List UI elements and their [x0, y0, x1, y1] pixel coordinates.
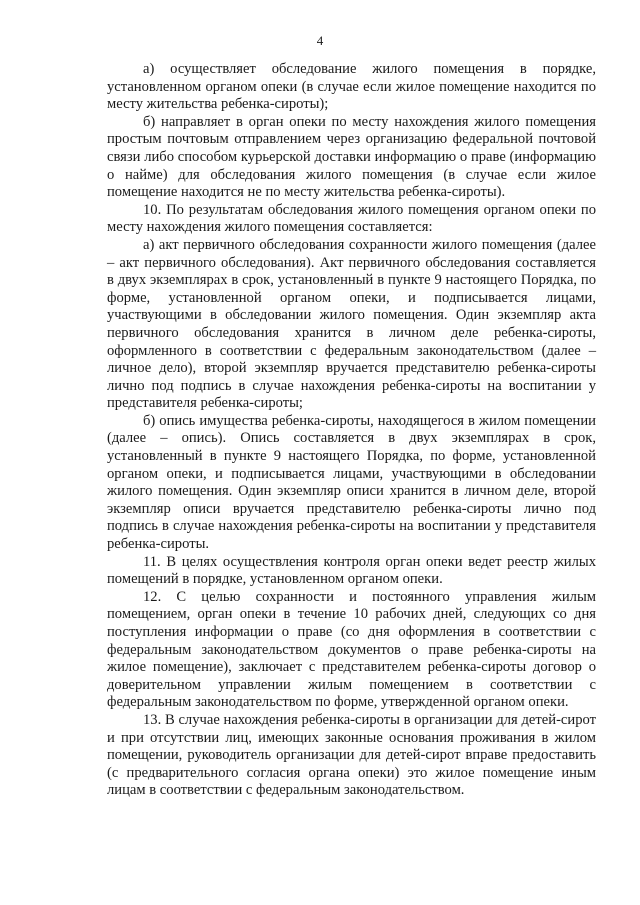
- paragraph-13: 13. В случае нахождения ребенка-сироты в организации для детей-сирот и при отсутствии лиц, имеющих законные основания проживания в жилом помещении, руководитель организации для детей-сирот вправе предоставить (с предварительного согласия органа опеки) это жилое помещение иным лицам в соответствии с федеральным законодательством.: [107, 711, 596, 799]
- paragraph-11: 11. В целях осуществления контроля орган опеки ведет реестр жилых помещений в порядке, установленном органом опеки.: [107, 553, 596, 588]
- paragraph-9b: б) направляет в орган опеки по месту нахождения жилого помещения простым почтовым отправлением через организацию федеральной почтовой связи либо способом курьерской доставки информацию о праве (информацию о найме) для обследования жилого помещения (в случае если жилое помещение находится не по месту жительства ребенка-сироты).: [107, 113, 596, 201]
- paragraph-12: 12. С целью сохранности и постоянного управления жилым помещением, орган опеки в течение 10 рабочих дней, следующих со дня поступления информации о праве (со дня оформления в соответствии с федеральным законодательством документов о праве ребенка-сироты на жилое помещение), заключает с представителем ребенка-сироты договор о доверительном управлении жилым помещением в соответствии с федеральным законодательством по форме, утвержденной органом опеки.: [107, 588, 596, 711]
- paragraph-9a: а) осуществляет обследование жилого помещения в порядке, установленном органом опеки (в случае если жилое помещение находится по месту жительства ребенка-сироты);: [107, 61, 596, 113]
- document-body: [107, 61, 596, 800]
- page-number: 4: [316, 33, 324, 48]
- paragraph-10a: а) акт первичного обследования сохранности жилого помещения (далее – акт первичного обследования). Акт первичного обследования составляется в двух экземплярах в срок, установленный в пункте 9 настоящего Порядка, по форме, установленной органом опеки, и подписывается лицами, участвующими в обследовании жилого помещения. Один экземпляр акта первичного обследования хранится в личном деле ребенка-сироты, оформленного в соответствии с федеральным законодательством (далее – личное дело), второй экземпляр вручается представителю ребенка-сироты лично под подпись в случае нахождения ребенка-сироты на воспитании у представителя ребенка-сироты;: [107, 236, 596, 412]
- paragraph-10: 10. По результатам обследования жилого помещения органом опеки по месту нахождения жилого помещения составляется:: [107, 201, 596, 236]
- paragraph-10b: б) опись имущества ребенка-сироты, находящегося в жилом помещении (далее – опись). Опись составляется в двух экземплярах в срок, установленный в пункте 9 настоящего Порядка, по форме, установленной органом опеки, и подписывается лицами, участвующими в обследовании жилого помещения. Один экземпляр описи хранится в личном деле, второй экземпляр описи вручается представителю ребенка-сироты лично под подпись в случае нахождения ребенка-сироты на воспитании у представителя ребенка-сироты.: [107, 412, 596, 553]
